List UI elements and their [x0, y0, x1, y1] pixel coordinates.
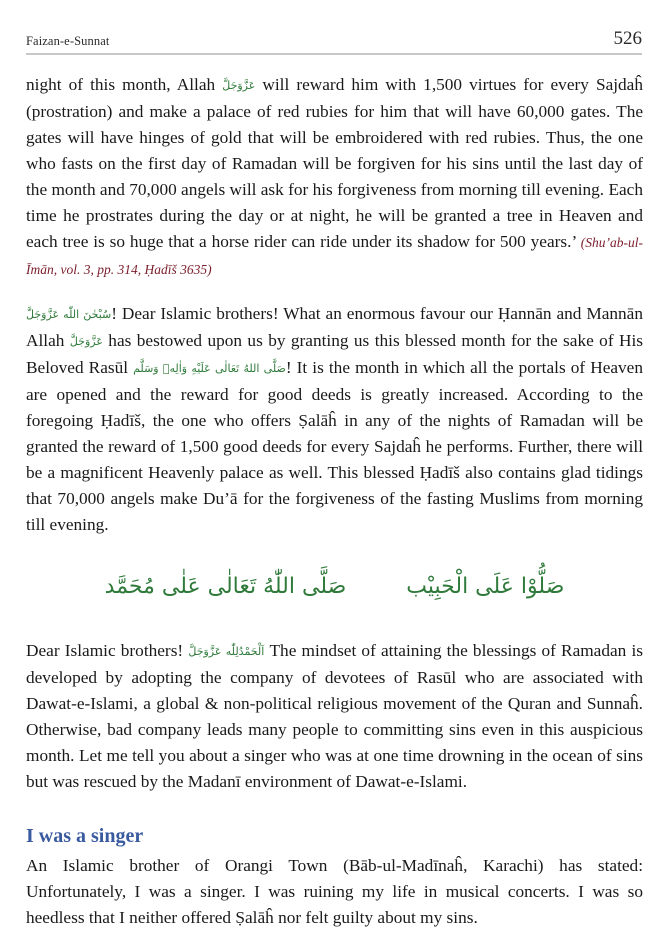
paragraph-favour: [26, 301, 643, 538]
paragraph-text: will reward him with 1,500 virtues for every Sajdaĥ (prostration) and make a palace of red rubies for him that will have 60,000 gates. The gates will have hinges of gold that will be embroidered with red rubies. Thus, the one who fasts on the first day of Ramadan will be forgiven for his sins until the last day of the month and 70,000 angels will ask for his forgiveness from morning till evening. Each time he prostrates during the day or at night, he will be granted a tree in Heaven and each tree is so huge that a horse rider can ride under its shadow for 500 years.’: [26, 75, 643, 251]
paragraph-text: night of this month, Allah: [26, 75, 223, 94]
arabic-subhanallah: سُبْحٰنَ اللّٰه عَزَّوَجَلَّ: [26, 308, 112, 321]
paragraph-text: Dear Islamic brothers!: [26, 641, 189, 660]
arabic-salutation: صَلَّى اللهُ تَعَالٰى عَلَيْهِ وَاٰلِهٖ وَسَلَّم: [133, 362, 286, 375]
salawat-call: صَلُّوْا عَلَى الْحَبِيْب: [406, 573, 565, 599]
paragraph-text: has bestowed upon us by granting us this blessed month for the sake of His Beloved Rasūl: [26, 331, 643, 377]
arabic-honorific: عَزَّوَجَلَّ: [69, 335, 103, 348]
page-body: [26, 72, 643, 931]
section-heading: I was a singer: [26, 825, 144, 847]
paragraph-hadith-continuation: [26, 72, 643, 283]
salawat-line: [26, 558, 643, 614]
citation-reference: (Shu’ab-ul-Īmān, vol. 3, pp. 314, Ḥadīš 3635): [26, 235, 643, 277]
running-header: [26, 28, 642, 55]
paragraph-text: ! It is the month in which all the portals of Heaven are opened and the reward for good deeds is greatly increased. According to the foregoing Ḥadīš, the one who offers Ṣalāĥ in any of the nights of Ramadan will be granted the reward of 1,500 good deeds for every Sajdaĥ he performs. Further, there will be a magnificent Heavenly palace as well. This blessed Ḥadīš also contains glad tidings that 70,000 angels make Du’ā for the forgiveness of the fasting Muslims from morning till evening.: [26, 358, 643, 534]
arabic-honorific: عَزَّوَجَلَّ: [222, 79, 256, 92]
paragraph-text: The mindset of attaining the blessings of Ramadan is developed by adopting the company of devotees of Rasūl who are associated with Dawat-e-Islami, a global & non-political religious movement of the Quran and Sunnaĥ. Otherwise, bad company leads many people to committing sins even in this auspicious month. Let me tell you about a singer who was at one time drowning in the ocean of sins but was rescued by the Madanī environment of Dawat-e-Islami.: [26, 641, 644, 791]
page-number: 526: [613, 28, 642, 49]
salawat-response: صَلَّى اللّٰهُ تَعَالٰى عَلٰى مُحَمَّد: [104, 573, 347, 599]
paragraph-text: ! Dear Islamic brothers! What an enormous favour our Ḥannān and Mannān Allah: [26, 304, 643, 350]
paragraph-mindset: [26, 638, 643, 795]
arabic-alhamdulillah: اَلْحَمْدُلِلّٰه عَزَّوَجَلَّ: [188, 645, 265, 658]
paragraph-singer-story: An Islamic brother of Orangi Town (Bāb-ul-Madīnaĥ, Karachi) has stated: Unfortunately, I was a singer. I was ruining my life in musical concerts. I was so heedless that I neither offered Ṣalāĥ nor felt guilty about my sins.: [26, 856, 643, 927]
book-title: Faizan-e-Sunnat: [26, 34, 110, 48]
